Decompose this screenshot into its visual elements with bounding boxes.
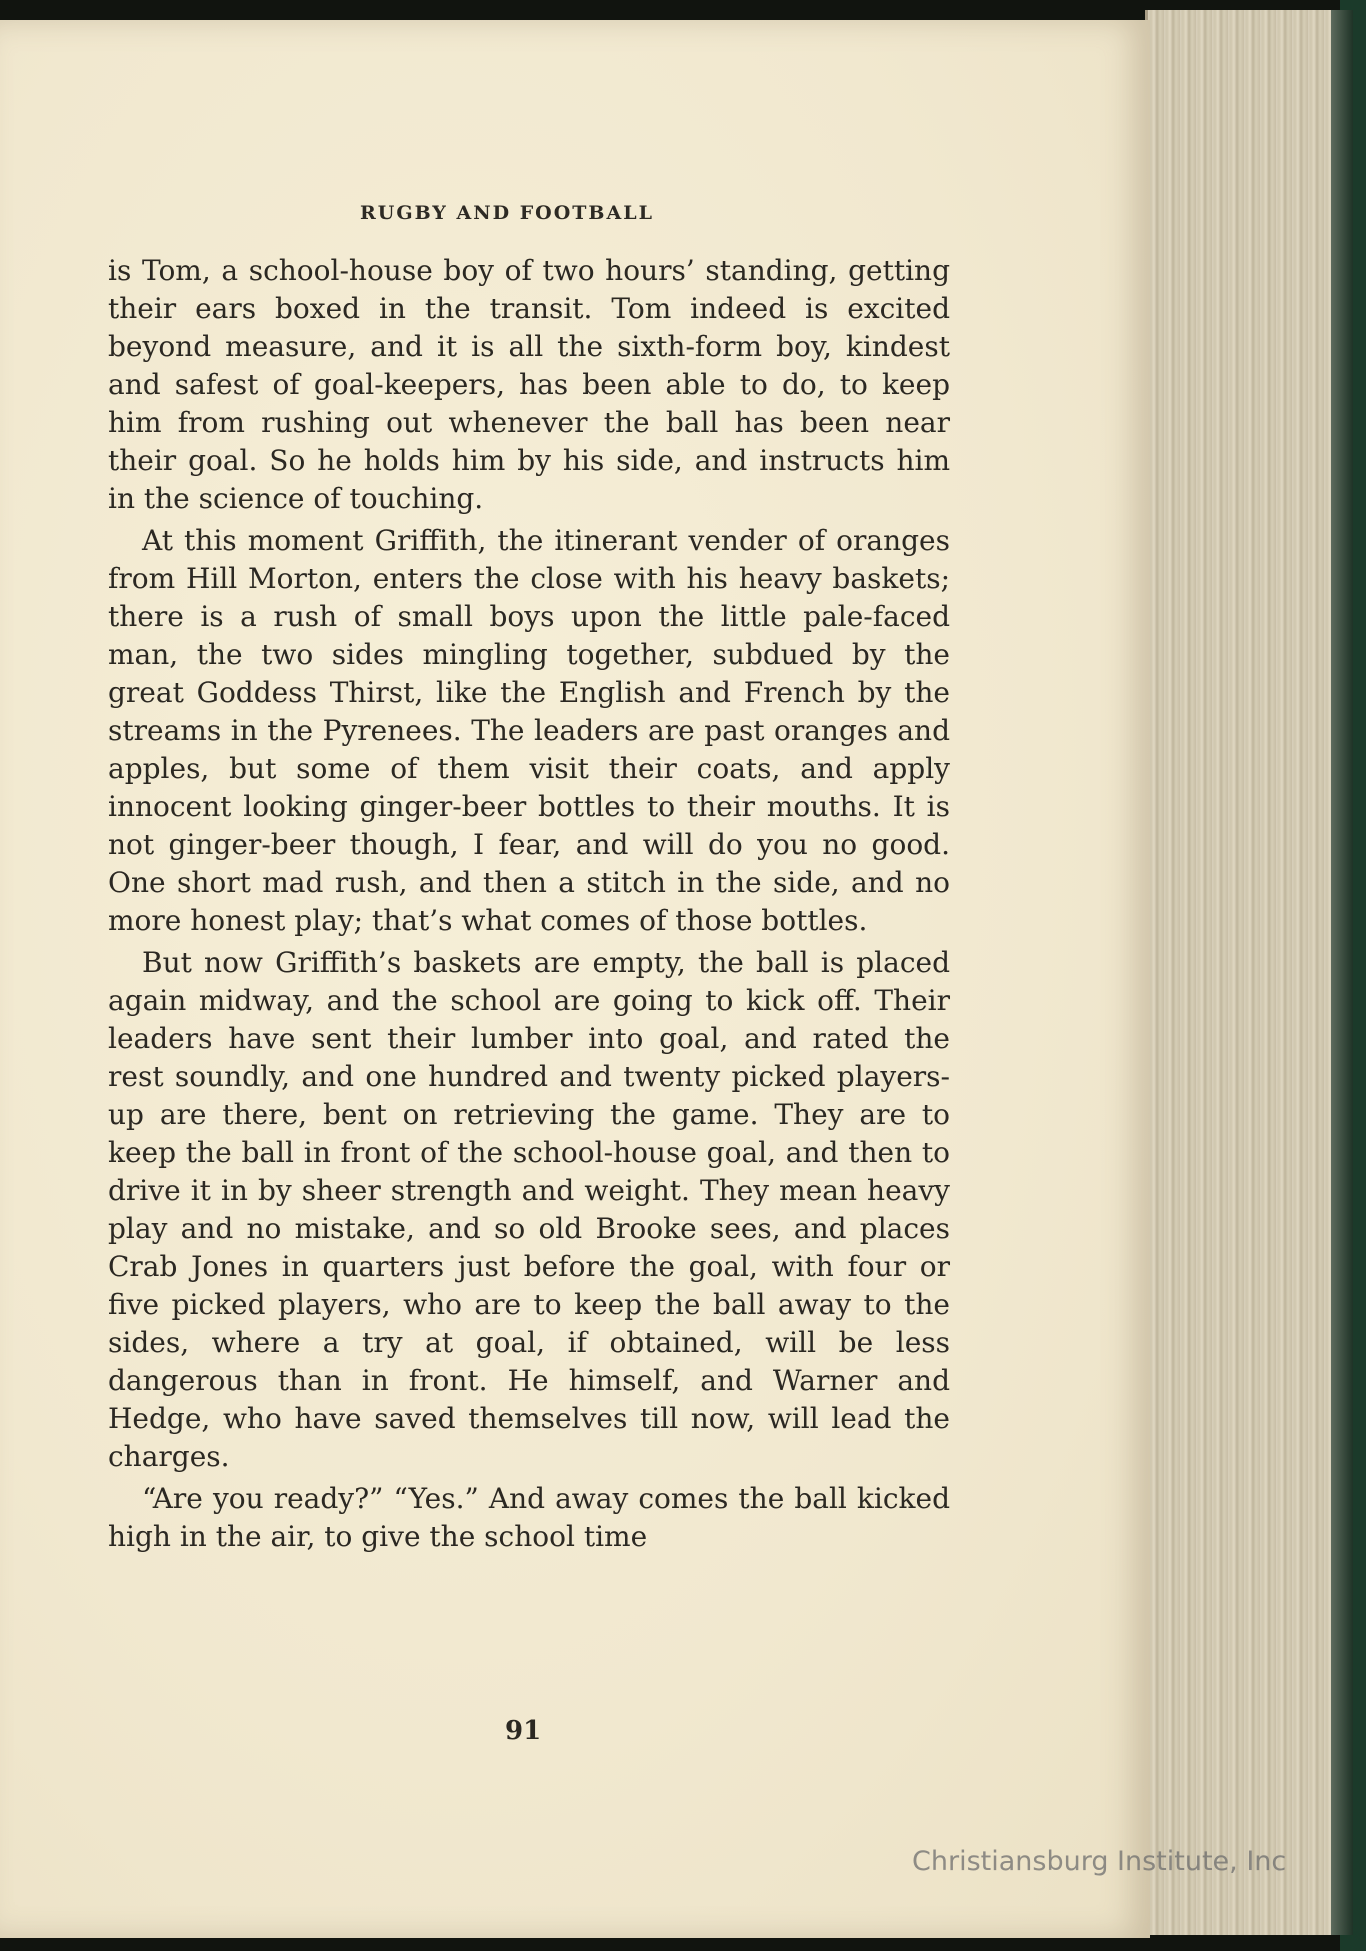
page-number: 91 <box>505 1716 542 1746</box>
paragraph-2: At this moment Griffith, the itinerant vender of oranges from Hill Morton, enters the close with his heavy baskets; there is a rush of small boys upon the little pale-faced man, the two sides mingling together, subdued by the great Goddess Thirst, like the English and French by the streams in the Pyrenees. The leaders are past oranges and apples, but some of them visit their coats, and apply innocent looking ginger-beer bottles to their mouths. It is not ginger-beer though, I fear, and will do you no good. One short mad rush, and then a stitch in the side, and no more honest play; that’s what comes of those bottles. <box>108 524 950 937</box>
paragraph-3: But now Griffith’s baskets are empty, the ball is placed again midway, and the school are going to kick off. Their leaders have sent their lumber into goal, and rated the rest soundly, and one hundred and twenty picked players-up are there, bent on retrieving the game. They are to keep the ball in front of the school-house goal, and then to drive it in by sheer strength and weight. They mean heavy play and no mistake, and so old Brooke sees, and places Crab Jones in quarters just before the goal, with four or five picked players, who are to keep the ball away to the sides, where a try at goal, if obtained, will be less dangerous than in front. He himself, and Warner and Hedge, who have saved themselves till now, will lead the charges. <box>108 946 950 1473</box>
watermark: Christiansburg Institute, Inc <box>912 1846 1287 1877</box>
paragraph-4: “Are you ready?” “Yes.” And away comes the ball kicked high in the air, to give the school time <box>108 1482 950 1553</box>
body-text <box>108 252 950 1556</box>
page-edges <box>1145 10 1353 1935</box>
book-page <box>0 20 1150 1938</box>
paragraph-1: is Tom, a school-house boy of two hours’ standing, getting their ears boxed in the transit. Tom indeed is excited beyond measure, and it is all the sixth-form boy, kindest and safest of goal-keepers, has been able to do, to keep him from rushing out whenever the ball has been near their goal. So he holds him by his side, and instructs him in the science of touching. <box>108 254 950 515</box>
running-head: RUGBY AND FOOTBALL <box>360 202 654 224</box>
